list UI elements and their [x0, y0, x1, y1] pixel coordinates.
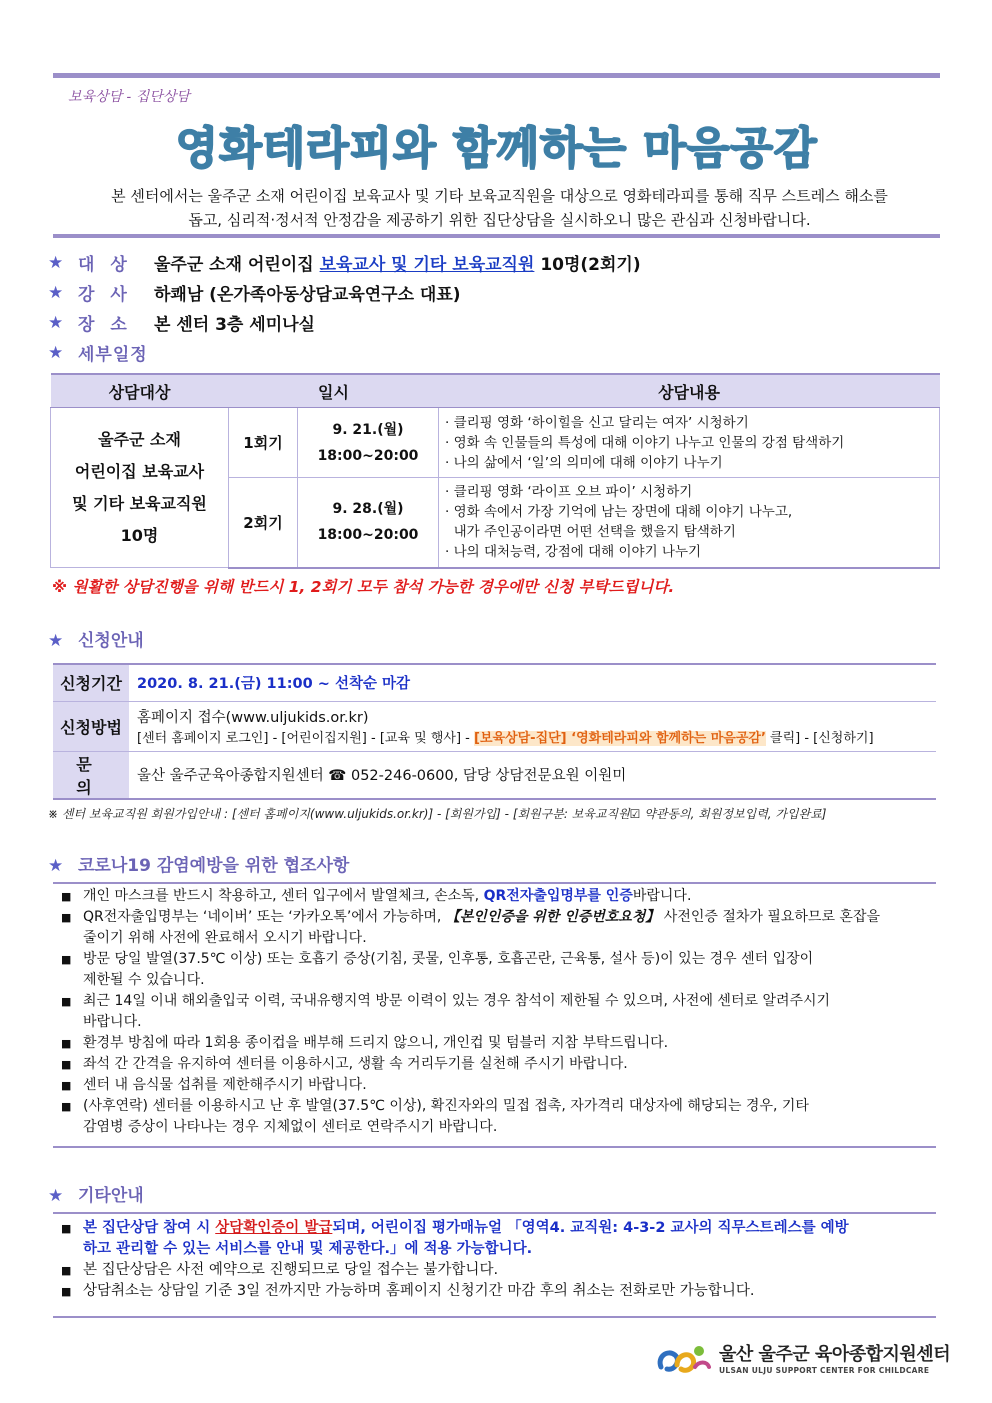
content-item: · 클리핑 영화 ‘라이프 오브 파이’ 시청하기 [445, 484, 693, 501]
apply-method-row [53, 701, 936, 751]
item-text: 센터 내 음식물 섭취를 제한해주시기 바랍니다. [83, 1077, 367, 1093]
apply-table [53, 663, 936, 800]
period-value: 2020. 8. 21.(금) 11:00 ~ 선착순 마감 [129, 664, 936, 701]
page-title: 영화테라피와 함께하는 마음공감 [175, 123, 818, 174]
schedule-label: 세부일정 [78, 345, 148, 365]
bullet-icon: ■ [61, 1100, 72, 1113]
item-highlight: 상담확인증이 발급 [215, 1220, 333, 1236]
target-line: 10명 [120, 525, 159, 545]
place-label: 장 소 [78, 315, 132, 335]
target-line: 어린이집 보육교사 [74, 461, 205, 481]
list-item [53, 886, 936, 907]
star-icon: ★ [48, 312, 64, 333]
bullet-icon: ■ [61, 1037, 72, 1050]
target-cell [51, 408, 229, 568]
item-text: 개인 마스크를 반드시 착용하고, 센터 입구에서 발열체크, 손소독, [83, 888, 484, 904]
item-highlight: QR전자출입명부를 인증 [483, 888, 633, 904]
content-item: 내가 주인공이라면 어떤 선택을 했을지 탐색하기 [445, 524, 736, 541]
target-line: 및 기타 보육교직원 [72, 493, 207, 513]
session-time: 18:00~20:00 [317, 527, 419, 544]
item-text: 감염병 증상이 나타나는 경우 지체없이 센터로 연락주시기 바랍니다. [83, 1119, 498, 1135]
item-text: 제한될 수 있습니다. [83, 972, 205, 988]
attendance-notice: ※ 원활한 상담진행을 위해 반드시 1, 2회기 모두 참석 가능한 경우에만 신청 부탁드립니다. [52, 578, 675, 596]
target-line: 울주군 소재 [98, 429, 181, 449]
content-item: · 클리핑 영화 ‘하이힐을 신고 달리는 여자’ 시청하기 [445, 414, 749, 431]
method-line-1[interactable]: 홈페이지 접수(www.uljukids.or.kr) [137, 710, 369, 726]
bullet-icon: ■ [61, 1264, 72, 1277]
list-item [53, 1054, 936, 1075]
item-text: 본 집단상담 참여 시 [83, 1220, 216, 1236]
bullet-icon: ■ [61, 953, 72, 966]
bullet-icon: ■ [61, 1222, 72, 1235]
round-cell: 1회기 [229, 408, 298, 478]
item-text: 바랍니다. [632, 888, 692, 904]
info-target [48, 250, 641, 275]
method-path-pre: [센터 홈페이지 로그인] - [어린이집지원] - [교육 및 행사] - [137, 731, 474, 746]
session-row-1 [51, 408, 940, 478]
content-item: · 영화 속 인물들의 특성에 대해 이야기 나누고 인물의 강점 탐색하기 [445, 434, 845, 451]
method-cell [129, 701, 936, 751]
bullet-icon: ■ [61, 911, 72, 924]
date-cell [298, 408, 439, 478]
member-signup-note: ※ 센터 보육교직원 회원가입안내 : [센터 홈페이지(www.uljukids.or.kr)] - [회원가입] - [회원구분: 보육교직원☑ 약관동의, 회원정보입력, 가입완료] [48, 807, 827, 821]
content-item: · 나의 삶에서 ‘일’의 의미에 대해 이야기 나누기 [445, 454, 723, 471]
content-item: · 나의 대처능력, 강점에 대해 이야기 나누기 [445, 544, 702, 561]
top-rule [53, 73, 940, 78]
star-icon: ★ [48, 282, 64, 303]
logo-english: ULSAN ULJU SUPPORT CENTER FOR CHILDCARE [719, 1366, 930, 1375]
content-cell [439, 408, 940, 478]
info-schedule [48, 340, 148, 365]
item-text: QR전자출입명부는 ‘네이버’ 또는 ‘카카오톡’에서 가능하며, [83, 909, 446, 925]
bullet-icon: ■ [61, 890, 72, 903]
header-datetime: 일시 [229, 374, 439, 408]
item-text: 사전인증 절차가 필요하므로 혼잡을 [659, 909, 881, 925]
apply-section-heading [48, 626, 144, 651]
item-text: 하고 관리할 수 있는 서비스를 안내 및 제공한다.」에 적용 가능합니다. [83, 1241, 533, 1257]
item-text: 바랍니다. [83, 1014, 142, 1030]
method-path-highlight[interactable]: [보육상담-집단] ‘영화테라피와 함께하는 마음공감’ [474, 731, 766, 746]
method-path-post: 클릭] - [신청하기] [765, 731, 874, 746]
session-time: 18:00~20:00 [317, 447, 419, 464]
intro-rule [53, 234, 940, 238]
apply-contact-row [53, 751, 936, 799]
list-item [53, 1260, 936, 1281]
item-text: 최근 14일 이내 해외출입국 이력, 국내유행지역 방문 이력이 있는 경우 참석이 제한될 수 있으며, 사전에 센터로 알려주시기 [83, 993, 831, 1009]
bullet-icon: ■ [61, 1058, 72, 1071]
period-label: 신청기간 [53, 664, 129, 701]
target-pre: 울주군 소재 어린이집 [154, 255, 314, 275]
intro-line-1: 본 센터에서는 울주군 소재 어린이집 보육교사 및 기타 보육교직원을 대상으로 영화테라피를 통해 직무 스트레스 해소를 [111, 187, 888, 205]
star-icon: ★ [48, 631, 64, 651]
schedule-table [50, 373, 940, 569]
covid-box [53, 882, 936, 1148]
apply-period-row [53, 664, 936, 701]
center-logo [655, 1340, 950, 1375]
list-item [53, 949, 936, 991]
info-lecturer [48, 280, 461, 305]
place-value: 본 센터 3층 세미나실 [154, 315, 315, 335]
info-place [48, 310, 315, 335]
etc-section-title: 기타안내 [78, 1186, 144, 1206]
etc-box [53, 1212, 936, 1318]
item-text: (사후연락) 센터를 이용하시고 난 후 발열(37.5℃ 이상), 확진자와의 밀접 접촉, 자가격리 대상자에 해당되는 경우, 기타 [83, 1098, 809, 1114]
intro-text [62, 184, 937, 232]
item-text: 방문 당일 발열(37.5℃ 이상) 또는 호흡기 증상(기침, 콧물, 인후통, 호흡곤란, 근육통, 설사 등)이 있는 경우 센터 입장이 [83, 951, 814, 967]
lecturer-value: 하쾌남 (온가족아동상담교육연구소 대표) [154, 285, 461, 305]
schedule-header-row [51, 374, 940, 408]
star-icon: ★ [48, 1186, 64, 1206]
method-label: 신청방법 [53, 701, 129, 751]
round-cell: 2회기 [229, 478, 298, 568]
bullet-icon: ■ [61, 1079, 72, 1092]
item-text: 줄이기 위해 사전에 완료해서 오시기 바랍니다. [83, 930, 367, 946]
logo-text [719, 1340, 950, 1375]
item-text: 환경부 방침에 따라 1회용 종이컵을 배부해 드리지 않으니, 개인컵 및 텀블러 지참 부탁드립니다. [83, 1035, 669, 1051]
target-label: 대 상 [78, 255, 132, 275]
target-post: 10명(2회기) [540, 255, 641, 275]
list-item [53, 907, 936, 949]
logo-korean: 울산 울주군 육아종합지원센터 [719, 1344, 951, 1365]
bullet-icon: ■ [61, 995, 72, 1008]
apply-section-title: 신청안내 [78, 631, 144, 651]
contact-value: 울산 울주군육아종합지원센터 ☎ 052-246-0600, 담당 상담전문요원 이원미 [129, 751, 936, 799]
item-text: 본 집단상담은 사전 예약으로 진행되므로 당일 접수는 불가합니다. [83, 1262, 499, 1278]
contact-label: 문 의 [53, 751, 129, 799]
star-icon: ★ [48, 252, 64, 273]
list-item [53, 1096, 936, 1138]
header-content: 상담내용 [439, 374, 940, 408]
covid-section-title: 코로나19 감염예방을 위한 협조사항 [78, 856, 350, 876]
list-item [53, 991, 936, 1033]
header-target: 상담대상 [51, 374, 229, 408]
category-kicker: 보육상담 - 집단상담 [68, 89, 190, 105]
session-date: 9. 28.(월) [332, 501, 404, 518]
list-item [53, 1033, 936, 1054]
star-icon: ★ [48, 342, 64, 363]
content-item: · 영화 속에서 가장 기억에 남는 장면에 대해 이야기 나누고, [445, 504, 793, 521]
date-cell [298, 478, 439, 568]
item-text: 상담취소는 상담일 기준 3일 전까지만 가능하며 홈페이지 신청기간 마감 후의 취소는 전화로만 가능합니다. [83, 1283, 755, 1299]
method-line-2 [137, 727, 928, 746]
intro-line-2: 돕고, 심리적·정서적 안정감을 제공하기 위한 집단상담을 실시하오니 많은 관심과 신청바랍니다. [188, 211, 811, 229]
list-item [53, 1218, 936, 1260]
list-item [53, 1281, 936, 1302]
session-date: 9. 21.(월) [332, 421, 404, 438]
lecturer-label: 강 사 [78, 285, 132, 305]
target-link[interactable]: 보육교사 및 기타 보육교직원 [319, 255, 535, 275]
etc-section-heading [48, 1181, 144, 1206]
covid-section-heading [48, 851, 349, 876]
center-logo-icon [655, 1341, 713, 1375]
list-item [53, 1075, 936, 1096]
item-text: 되며, 어린이집 평가매뉴얼 「영역4. 교직원: 4-3-2 교사의 직무스트레스를 예방 [332, 1220, 849, 1236]
content-cell [439, 478, 940, 568]
star-icon: ★ [48, 856, 64, 876]
bullet-icon: ■ [61, 1285, 72, 1298]
item-emphasis: 【본인인증을 위한 인증번호요청】 [445, 909, 660, 925]
item-text: 좌석 간 간격을 유지하여 센터를 이용하시고, 생활 속 거리두기를 실천해 주시기 바랍니다. [83, 1056, 628, 1072]
